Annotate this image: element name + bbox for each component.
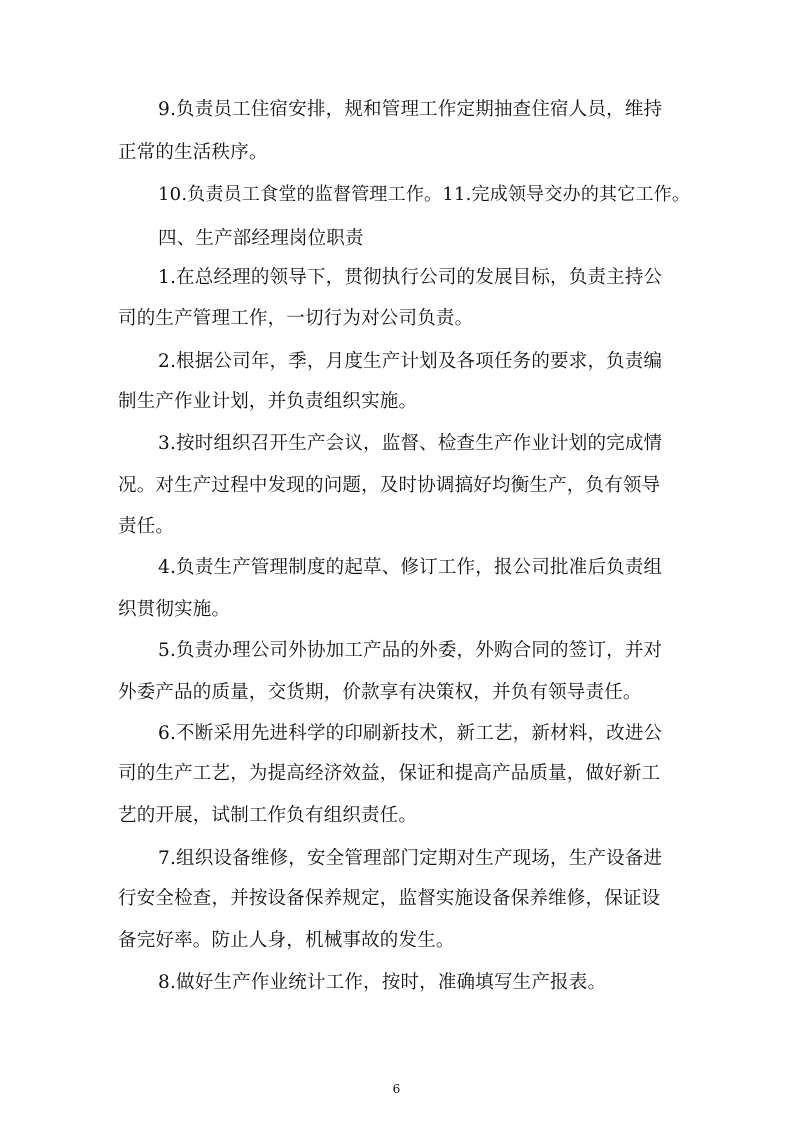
text-line: 5.负责办理公司外协加工产品的外委，外购合同的签订，并对 <box>158 640 663 661</box>
text-line: 司的生产工艺，为提高经济效益，保证和提高产品质量，做好新工 <box>118 763 661 784</box>
text-line: 备完好率。防止人身，机械事故的发生。 <box>118 930 455 951</box>
text-line: 3.按时组织召开生产会议，监督、检查生产作业计划的完成情 <box>158 433 663 454</box>
section-heading: 四、生产部经理岗位职责 <box>158 228 364 249</box>
text-line: 外委产品的质量，交货期，价款享有决策权，并负有领导责任。 <box>118 682 642 703</box>
text-line: 责任。 <box>118 516 175 537</box>
text-line: 7.组织设备维修，安全管理部门定期对生产现场，生产设备进 <box>158 848 663 869</box>
text-line: 10.负责员工食堂的监督管理工作。11.完成领导交办的其它工作。 <box>158 184 691 205</box>
text-line: 制生产作业计划，并负责组织实施。 <box>118 391 418 412</box>
text-line: 6.不断采用先进科学的印刷新技术，新工艺，新材料，改进公 <box>158 723 663 744</box>
text-line: 9.负责员工住宿安排，规和管理工作定期抽查住宿人员，维持 <box>158 99 663 120</box>
text-line: 司的生产管理工作，一切行为对公司负责。 <box>118 308 474 329</box>
text-line: 行安全检查，并按设备保养规定，监督实施设备保养维修，保证设 <box>118 888 661 909</box>
text-line: 8.做好生产作业统计工作，按时，准确填写生产报表。 <box>158 972 607 993</box>
text-line: 2.根据公司年，季，月度生产计划及各项任务的要求，负责编 <box>158 351 663 372</box>
text-line: 4.负责生产管理制度的起草、修订工作，报公司批准后负责组 <box>158 557 663 578</box>
page-number: 6 <box>392 1082 401 1096</box>
text-line: 织贯彻实施。 <box>118 599 231 620</box>
text-line: 1.在总经理的领导下，贯彻执行公司的发展目标，负责主持公 <box>158 267 663 288</box>
text-line: 艺的开展，试制工作负有组织责任。 <box>118 805 418 826</box>
text-line: 正常的生活秩序。 <box>118 142 268 163</box>
text-line: 况。对生产过程中发现的问题，及时协调搞好均衡生产，负有领导 <box>118 475 661 496</box>
